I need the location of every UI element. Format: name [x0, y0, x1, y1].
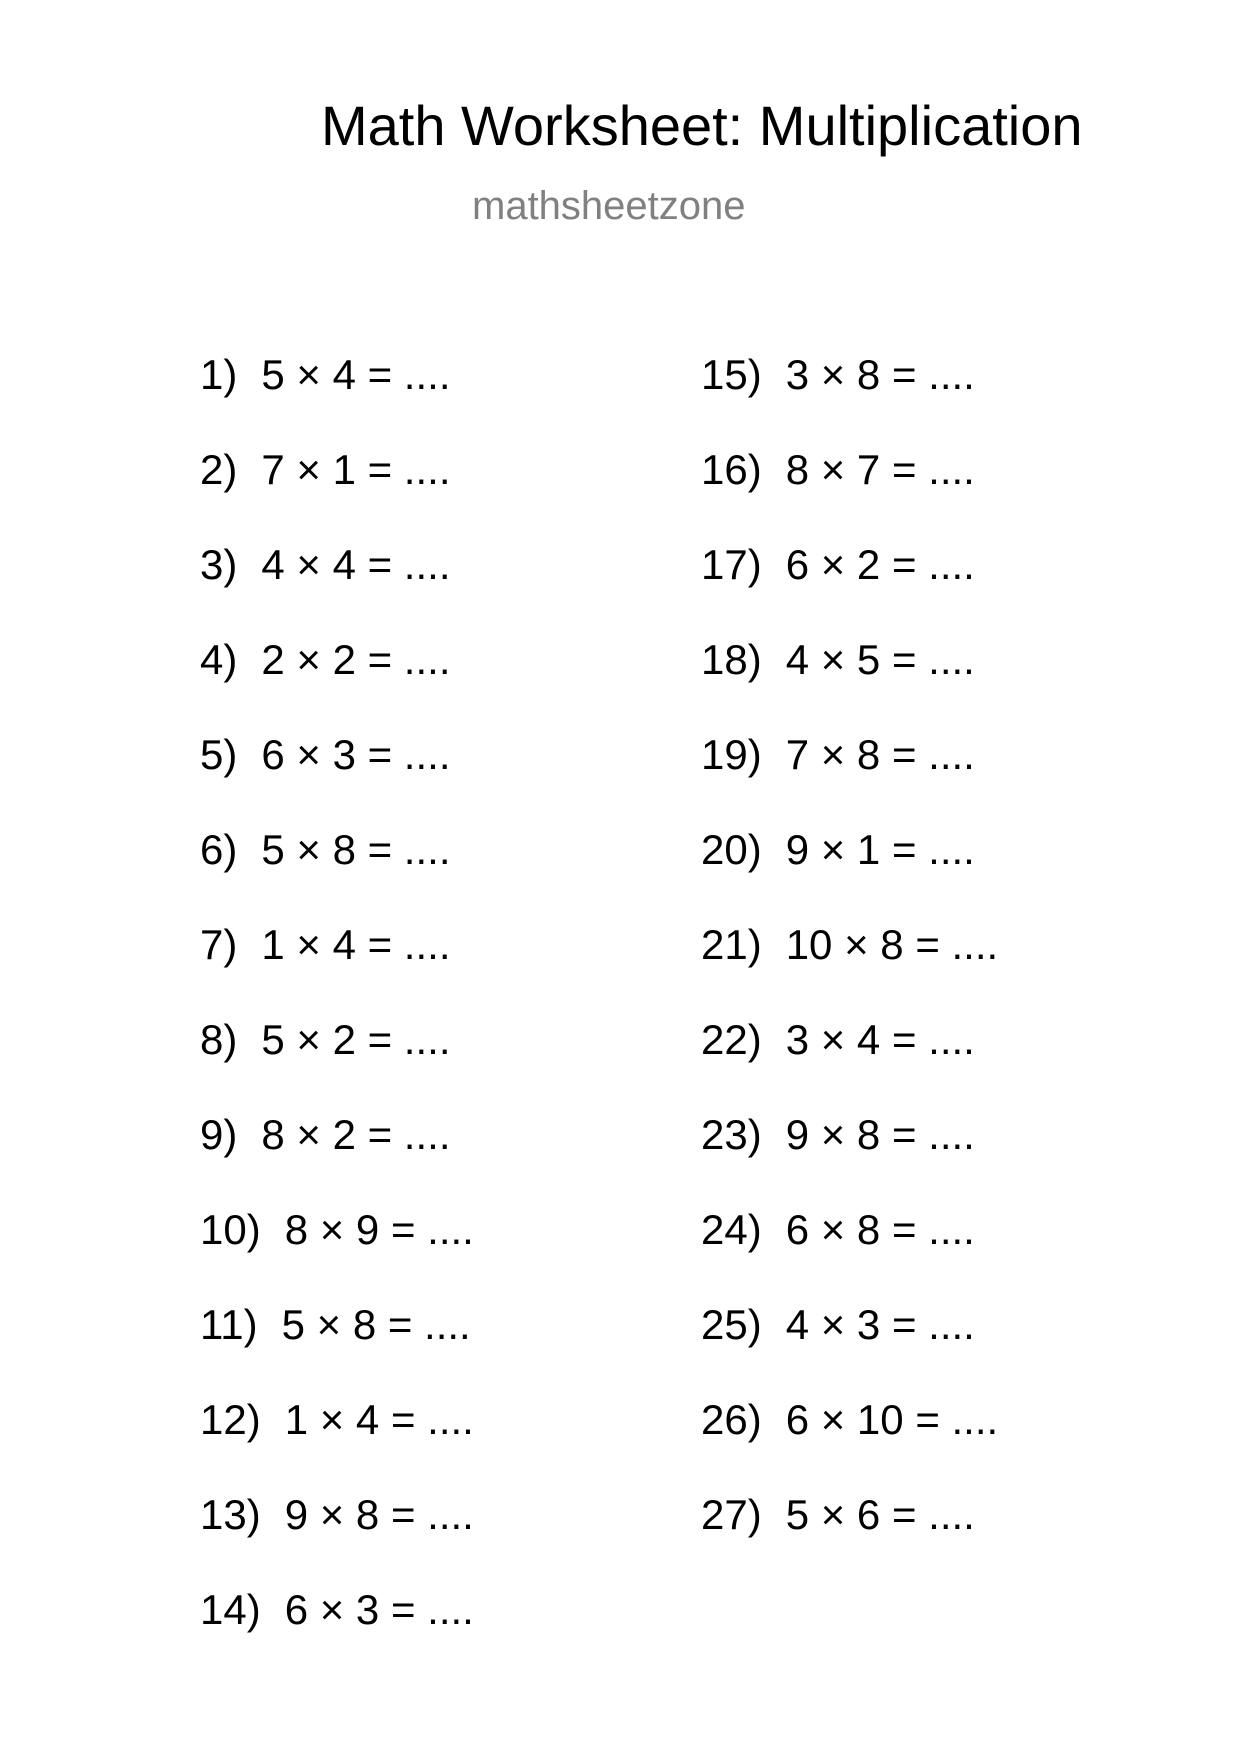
problem-expression: 9 × 8 = ....	[284, 1491, 474, 1538]
problem-number: 4)	[200, 636, 238, 683]
problem-number: 14)	[200, 1586, 261, 1633]
problem-number: 25)	[701, 1301, 762, 1348]
problem-expression: 8 × 2 = ....	[261, 1111, 451, 1158]
problem-item	[701, 351, 998, 449]
problem-number: 23)	[701, 1111, 762, 1158]
problem-expression: 4 × 4 = ....	[261, 541, 451, 588]
problem-item	[200, 541, 474, 639]
problem-expression: 8 × 9 = ....	[284, 1206, 474, 1253]
problem-expression: 5 × 4 = ....	[261, 351, 451, 398]
problem-list-right	[701, 351, 999, 1589]
problem-item	[200, 921, 474, 1019]
problem-expression: 2 × 2 = ....	[261, 636, 451, 683]
problem-expression: 4 × 3 = ....	[785, 1301, 975, 1348]
problem-item	[200, 1206, 474, 1304]
problem-number: 21)	[701, 921, 762, 968]
problem-number: 24)	[701, 1206, 762, 1253]
problem-number: 3)	[200, 541, 238, 588]
problem-item	[701, 1491, 998, 1589]
problem-number: 18)	[701, 636, 762, 683]
problem-item	[701, 921, 999, 1019]
problem-item	[701, 541, 998, 639]
problem-item	[701, 1111, 998, 1209]
problem-item	[200, 1301, 474, 1399]
problem-number: 26)	[701, 1396, 762, 1443]
problem-item	[200, 1491, 474, 1589]
problem-item	[200, 351, 474, 449]
problem-list-left	[200, 351, 474, 1684]
problem-expression: 3 × 8 = ....	[785, 351, 975, 398]
problem-item	[200, 1586, 474, 1684]
problem-expression: 5 × 6 = ....	[785, 1491, 975, 1538]
problem-number: 1)	[200, 351, 238, 398]
problem-item	[701, 1301, 998, 1399]
problem-expression: 6 × 2 = ....	[785, 541, 975, 588]
problem-item	[200, 1016, 474, 1114]
problem-number: 7)	[200, 921, 238, 968]
problem-item	[701, 826, 998, 924]
problem-item	[200, 731, 474, 829]
problem-number: 11)	[200, 1301, 258, 1348]
problem-number: 6)	[200, 826, 238, 873]
problem-number: 15)	[701, 351, 762, 398]
problem-expression: 5 × 8 = ....	[281, 1301, 471, 1348]
problem-expression: 6 × 8 = ....	[785, 1206, 975, 1253]
problem-number: 10)	[200, 1206, 261, 1253]
problem-number: 12)	[200, 1396, 261, 1443]
problem-number: 22)	[701, 1016, 762, 1063]
problem-item	[200, 446, 474, 544]
problem-number: 9)	[200, 1111, 238, 1158]
problem-item	[701, 1206, 998, 1304]
problem-expression: 4 × 5 = ....	[785, 636, 975, 683]
problem-expression: 10 × 8 = ....	[785, 921, 999, 968]
problem-number: 27)	[701, 1491, 762, 1538]
problem-number: 13)	[200, 1491, 261, 1538]
problem-expression: 6 × 3 = ....	[261, 731, 451, 778]
problem-item	[701, 636, 998, 734]
problem-expression: 1 × 4 = ....	[261, 921, 451, 968]
problem-number: 16)	[701, 446, 762, 493]
page-title: Math Worksheet: Multiplication	[321, 94, 1083, 157]
problem-expression: 6 × 3 = ....	[284, 1586, 474, 1633]
problem-expression: 8 × 7 = ....	[785, 446, 975, 493]
problem-number: 19)	[701, 731, 762, 778]
problem-item	[200, 826, 474, 924]
site-name: mathsheetzone	[472, 184, 746, 228]
problem-expression: 9 × 8 = ....	[785, 1111, 975, 1158]
problem-expression: 6 × 10 = ....	[785, 1396, 999, 1443]
problem-number: 8)	[200, 1016, 238, 1063]
problem-item	[200, 1396, 474, 1494]
problem-number: 20)	[701, 826, 762, 873]
problem-item	[701, 446, 998, 544]
problem-number: 5)	[200, 731, 238, 778]
problem-expression: 5 × 8 = ....	[261, 826, 451, 873]
problem-item	[701, 731, 998, 829]
problem-expression: 3 × 4 = ....	[785, 1016, 975, 1063]
problem-expression: 7 × 1 = ....	[261, 446, 451, 493]
problem-item	[701, 1016, 998, 1114]
problem-number: 2)	[200, 446, 238, 493]
problem-expression: 1 × 4 = ....	[284, 1396, 474, 1443]
problem-item	[200, 1111, 474, 1209]
problem-expression: 7 × 8 = ....	[785, 731, 975, 778]
problem-expression: 5 × 2 = ....	[261, 1016, 451, 1063]
problem-item	[200, 636, 474, 734]
problem-item	[701, 1396, 999, 1494]
problem-expression: 9 × 1 = ....	[785, 826, 975, 873]
problem-number: 17)	[701, 541, 762, 588]
